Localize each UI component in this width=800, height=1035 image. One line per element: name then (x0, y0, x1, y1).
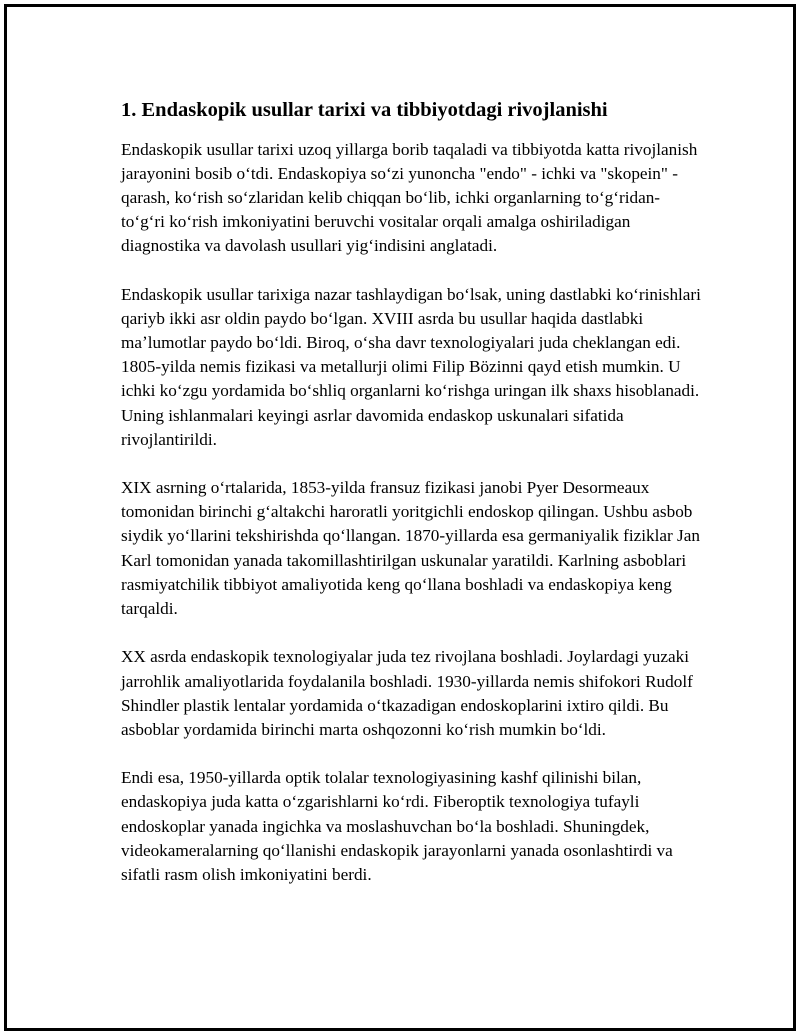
paragraph-fiberoptics: Endi esa, 1950-yillarda optik tolalar texnologiyasining kashf qilinishi bilan, endaskopiya juda katta oʻzgarishlarni koʻrdi. Fiberoptik texnologiya tufayli endoskoplar yanada ingichka va moslashuvchan boʻla boshladi. Shuningdek, videokameralarning qoʻllanishi endaskopik jarayonlarni yanada osonlashtirdi va sifatli rasm olish imkoniyatini berdi. (121, 768, 673, 884)
document-body (121, 97, 701, 911)
paragraph-19th-century: XIX asrning oʻrtalarida, 1853-yilda fransuz fizikasi janobi Pyer Desormeaux tomonidan birinchi gʻaltakchi haroratli yoritgichli endoskop qilingan. Ushbu asbob siydik yoʻllarini tekshirishda qoʻllangan. 1870-yillarda esa germaniyalik fiziklar Jan Karl tomonidan yanada takomillashtirilgan uskunalar yaratildi. Karlning asboblari rasmiyatchilik tibbiyot amaliyotida keng qoʻllana boshladi va endaskopiya keng tarqaldi. (121, 478, 700, 619)
paragraph-early-history: Endaskopik usullar tarixiga nazar tashlaydigan boʻlsak, uning dastlabki koʻrinishlari qariyb ikki asr oldin paydo boʻlgan. XVIII asrda bu usullar haqida dastlabki maʼlumotlar paydo boʻldi. Biroq, oʻsha davr texnologiyalari juda cheklangan edi. 1805-yilda nemis fizikasi va metallurji olimi Filip Bözinni qayd etish mumkin. U ichki koʻzgu yordamida boʻshliq organlarni koʻrishga uringan ilk shaxs hisoblanadi. Uning ishlanmalari keyingi asrlar davomida endaskop uskunalari sifatida rivojlantirildi. (121, 284, 701, 449)
page-frame (4, 4, 796, 1031)
paragraph-intro: Endaskopik usullar tarixi uzoq yillarga borib taqaladi va tibbiyotda katta rivojlanish jarayonini bosib oʻtdi. Endaskopiya soʻzi yunoncha "endo" - ichki va "skopein" - qarash, koʻrish soʻzlaridan kelib chiqqan boʻlib, ichki organlarning toʻgʻridan-toʻgʻri koʻrish imkoniyatini beruvchi vositalar orqali amalga oshiriladigan diagnostika va davolash usullari yigʻindisini anglatadi. (121, 139, 698, 256)
section-heading: 1. Endaskopik usullar tarixi va tibbiyotdagi rivojlanishi (121, 99, 608, 121)
paragraph-20th-century: XX asrda endaskopik texnologiyalar juda tez rivojlana boshladi. Joylardagi yuzaki jarrohlik amaliyotlarida foydalanila boshladi. 1930-yillarda nemis shifokori Rudolf Shindler plastik lentalar yordamida oʻtkazadigan endoskoplarini ixtiro qildi. Bu asboblar yordamida birinchi marta oshqozonni koʻrish mumkin boʻldi. (121, 647, 693, 739)
